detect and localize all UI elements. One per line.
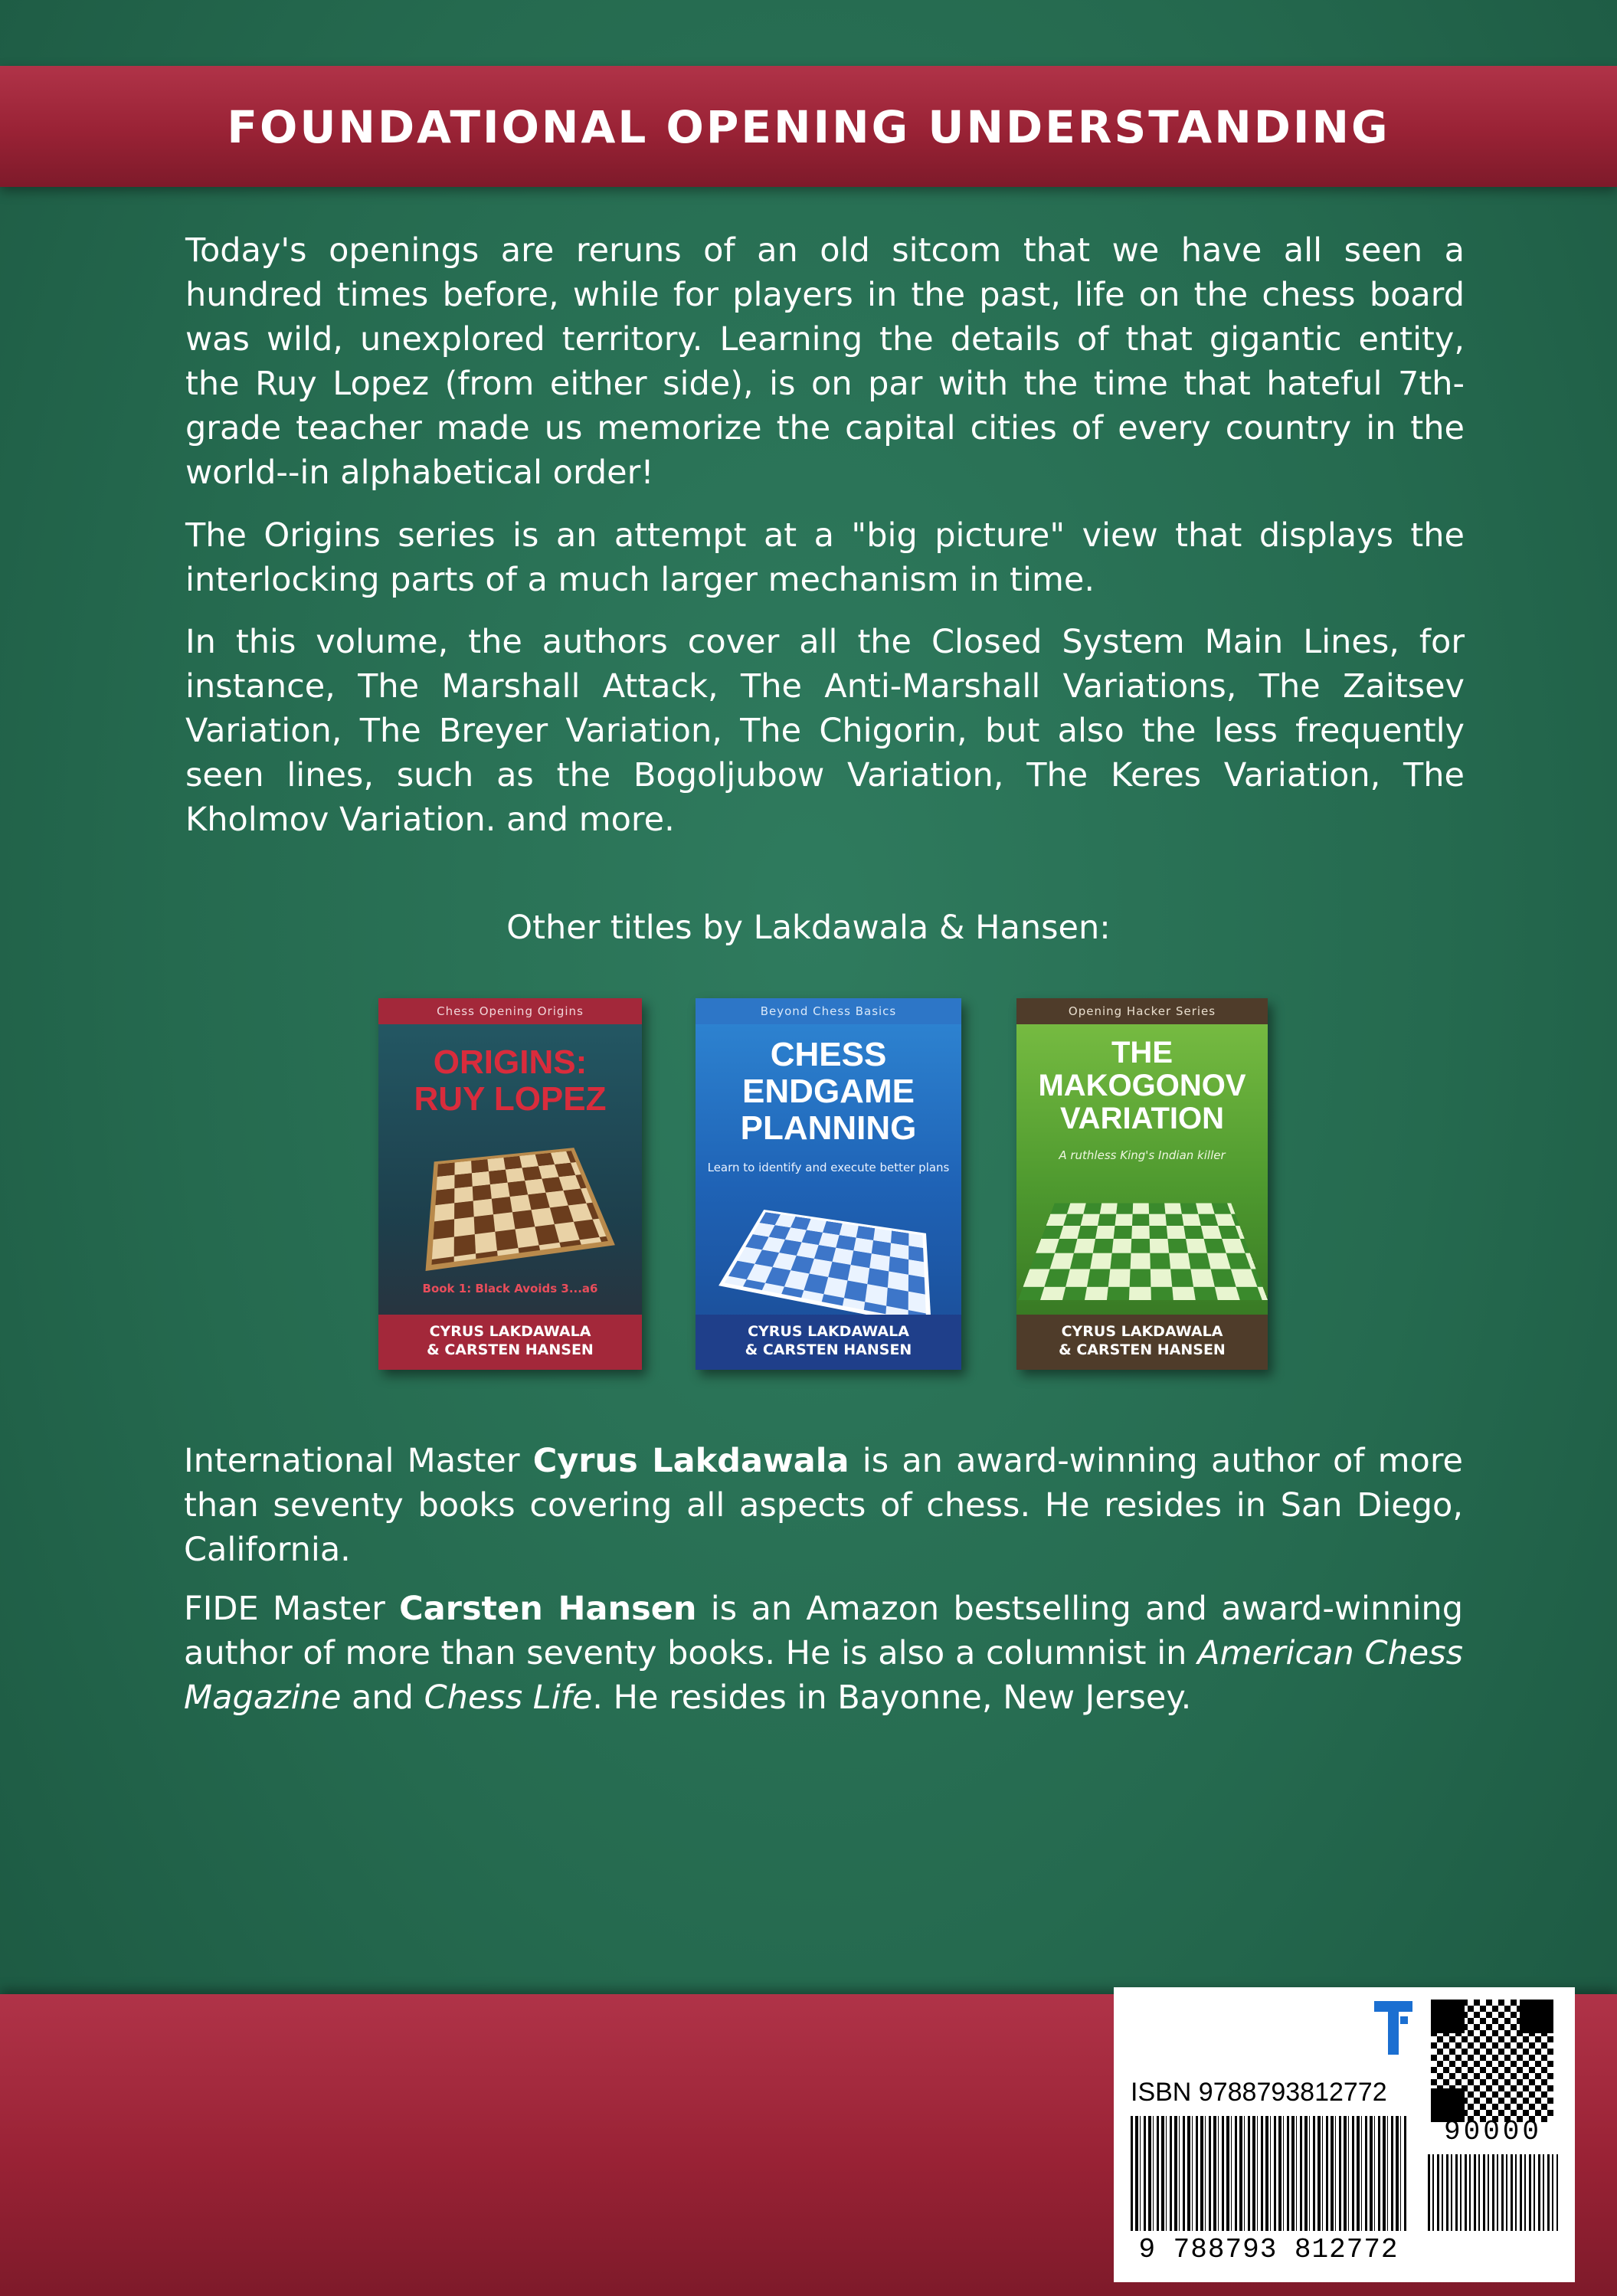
isbn-label: ISBN 9788793812772 xyxy=(1131,2078,1387,2107)
book-author-line: & CARSTEN HANSEN xyxy=(427,1341,594,1358)
book-series-label: Beyond Chess Basics xyxy=(696,998,961,1024)
book-subtitle: A ruthless King's Indian killer xyxy=(1059,1148,1226,1162)
barcode-bars-icon xyxy=(1131,2116,1406,2231)
author-name: Carsten Hansen xyxy=(399,1590,697,1628)
chessboard-illustration xyxy=(1018,1204,1268,1300)
barcode-digits: 9 788793 812772 xyxy=(1138,2234,1399,2265)
chessboard-illustration xyxy=(718,1210,931,1328)
author-name: Cyrus Lakdawala xyxy=(532,1442,849,1480)
book-title xyxy=(1024,1037,1260,1135)
book-series-label: Chess Opening Origins xyxy=(378,998,642,1024)
book-authors xyxy=(1016,1315,1268,1370)
book-title-line: ENDGAME xyxy=(742,1073,915,1110)
barcode-panel xyxy=(1114,1987,1575,2282)
bio-text: . He resides in Bayonne, New Jersey. xyxy=(592,1679,1192,1717)
book-title-line: THE xyxy=(1111,1036,1173,1069)
book-author-line: CYRUS LAKDAWALA xyxy=(1061,1323,1223,1340)
publisher-logo-icon xyxy=(1374,2001,1412,2055)
book-author-line: & CARSTEN HANSEN xyxy=(1059,1341,1226,1358)
blurb-paragraph-3: In this volume, the authors cover all the Closed System Main Lines, for instance, The Marshall Attack, The Anti-Marshall Variations, The Zaitsev Variation, The Breyer Variation, The Chigorin, but also the less frequently seen lines, such as the Bogoljubow Variation, The Keres Variation, The Kholmov Variation. and more. xyxy=(185,623,1465,839)
book-authors xyxy=(696,1315,961,1370)
author-bio-hansen xyxy=(184,1587,1463,1720)
bio-text: and xyxy=(341,1679,424,1717)
blurb-paragraph-2: The Origins series is an attempt at a "big picture" view that displays the interlocking parts of a much larger mechanism in time. xyxy=(185,516,1465,599)
book-authors xyxy=(378,1315,642,1370)
book-title xyxy=(703,1037,954,1147)
other-titles-heading: Other titles by Lakdawala & Hansen: xyxy=(506,909,1111,947)
bio-text: is an Amazon bestselling and award-winning author of more than seventy books. He is also a columnist in xyxy=(184,1590,1463,1672)
chessboard-illustration xyxy=(426,1148,615,1271)
blurb-paragraph-1: Today's openings are reruns of an old sitcom that we have all seen a hundred times before, while for players in the past, life on the chess board was wild, unexplored territory. Learning the details of that gigantic entity, the Ruy Lopez (from either side), is on par with the time that hateful 7th-grade teacher made us memorize the capital cities of every country in the world--in alphabetical order! xyxy=(185,231,1465,492)
qr-code-icon xyxy=(1428,1996,1556,2125)
book-title-line: CHESS xyxy=(770,1036,887,1073)
book-author-line: & CARSTEN HANSEN xyxy=(745,1341,912,1358)
cover-heading: FOUNDATIONAL OPENING UNDERSTANDING xyxy=(227,101,1390,153)
book-title-line: VARIATION xyxy=(1059,1102,1225,1135)
book-author-line: CYRUS LAKDAWALA xyxy=(748,1323,909,1340)
book-author-line: CYRUS LAKDAWALA xyxy=(429,1323,591,1340)
book-series-label: Opening Hacker Series xyxy=(1016,998,1268,1024)
magazine-title: Chess Life xyxy=(424,1679,593,1717)
book-title-line: MAKOGONOV xyxy=(1038,1069,1246,1102)
book-cover-origins-ruy-lopez xyxy=(378,998,642,1370)
bio-text: FIDE Master xyxy=(184,1590,400,1628)
book-title-line: ORIGINS: xyxy=(433,1043,588,1081)
author-bio-lakdawala xyxy=(184,1439,1463,1572)
book-title-line: RUY LOPEZ xyxy=(414,1080,607,1118)
book-title-line: PLANNING xyxy=(740,1109,917,1147)
price-barcode-icon xyxy=(1428,2154,1558,2231)
book-cover-makogonov-variation xyxy=(1016,998,1268,1370)
bio-text: is an award-winning author of more than seventy books covering all aspects of chess. He resides in San Diego, California. xyxy=(184,1442,1464,1569)
bio-text: International Master xyxy=(184,1442,533,1480)
book-subtitle: Book 1: Black Avoids 3...a6 xyxy=(422,1282,598,1295)
magazine-title: American Chess Magazine xyxy=(184,1634,1463,1717)
price-code: 90000 xyxy=(1443,2116,1543,2147)
book-cover-chess-endgame-planning xyxy=(696,998,961,1370)
book-subtitle: Learn to identify and execute better plans xyxy=(707,1161,950,1174)
book-title xyxy=(386,1044,634,1118)
